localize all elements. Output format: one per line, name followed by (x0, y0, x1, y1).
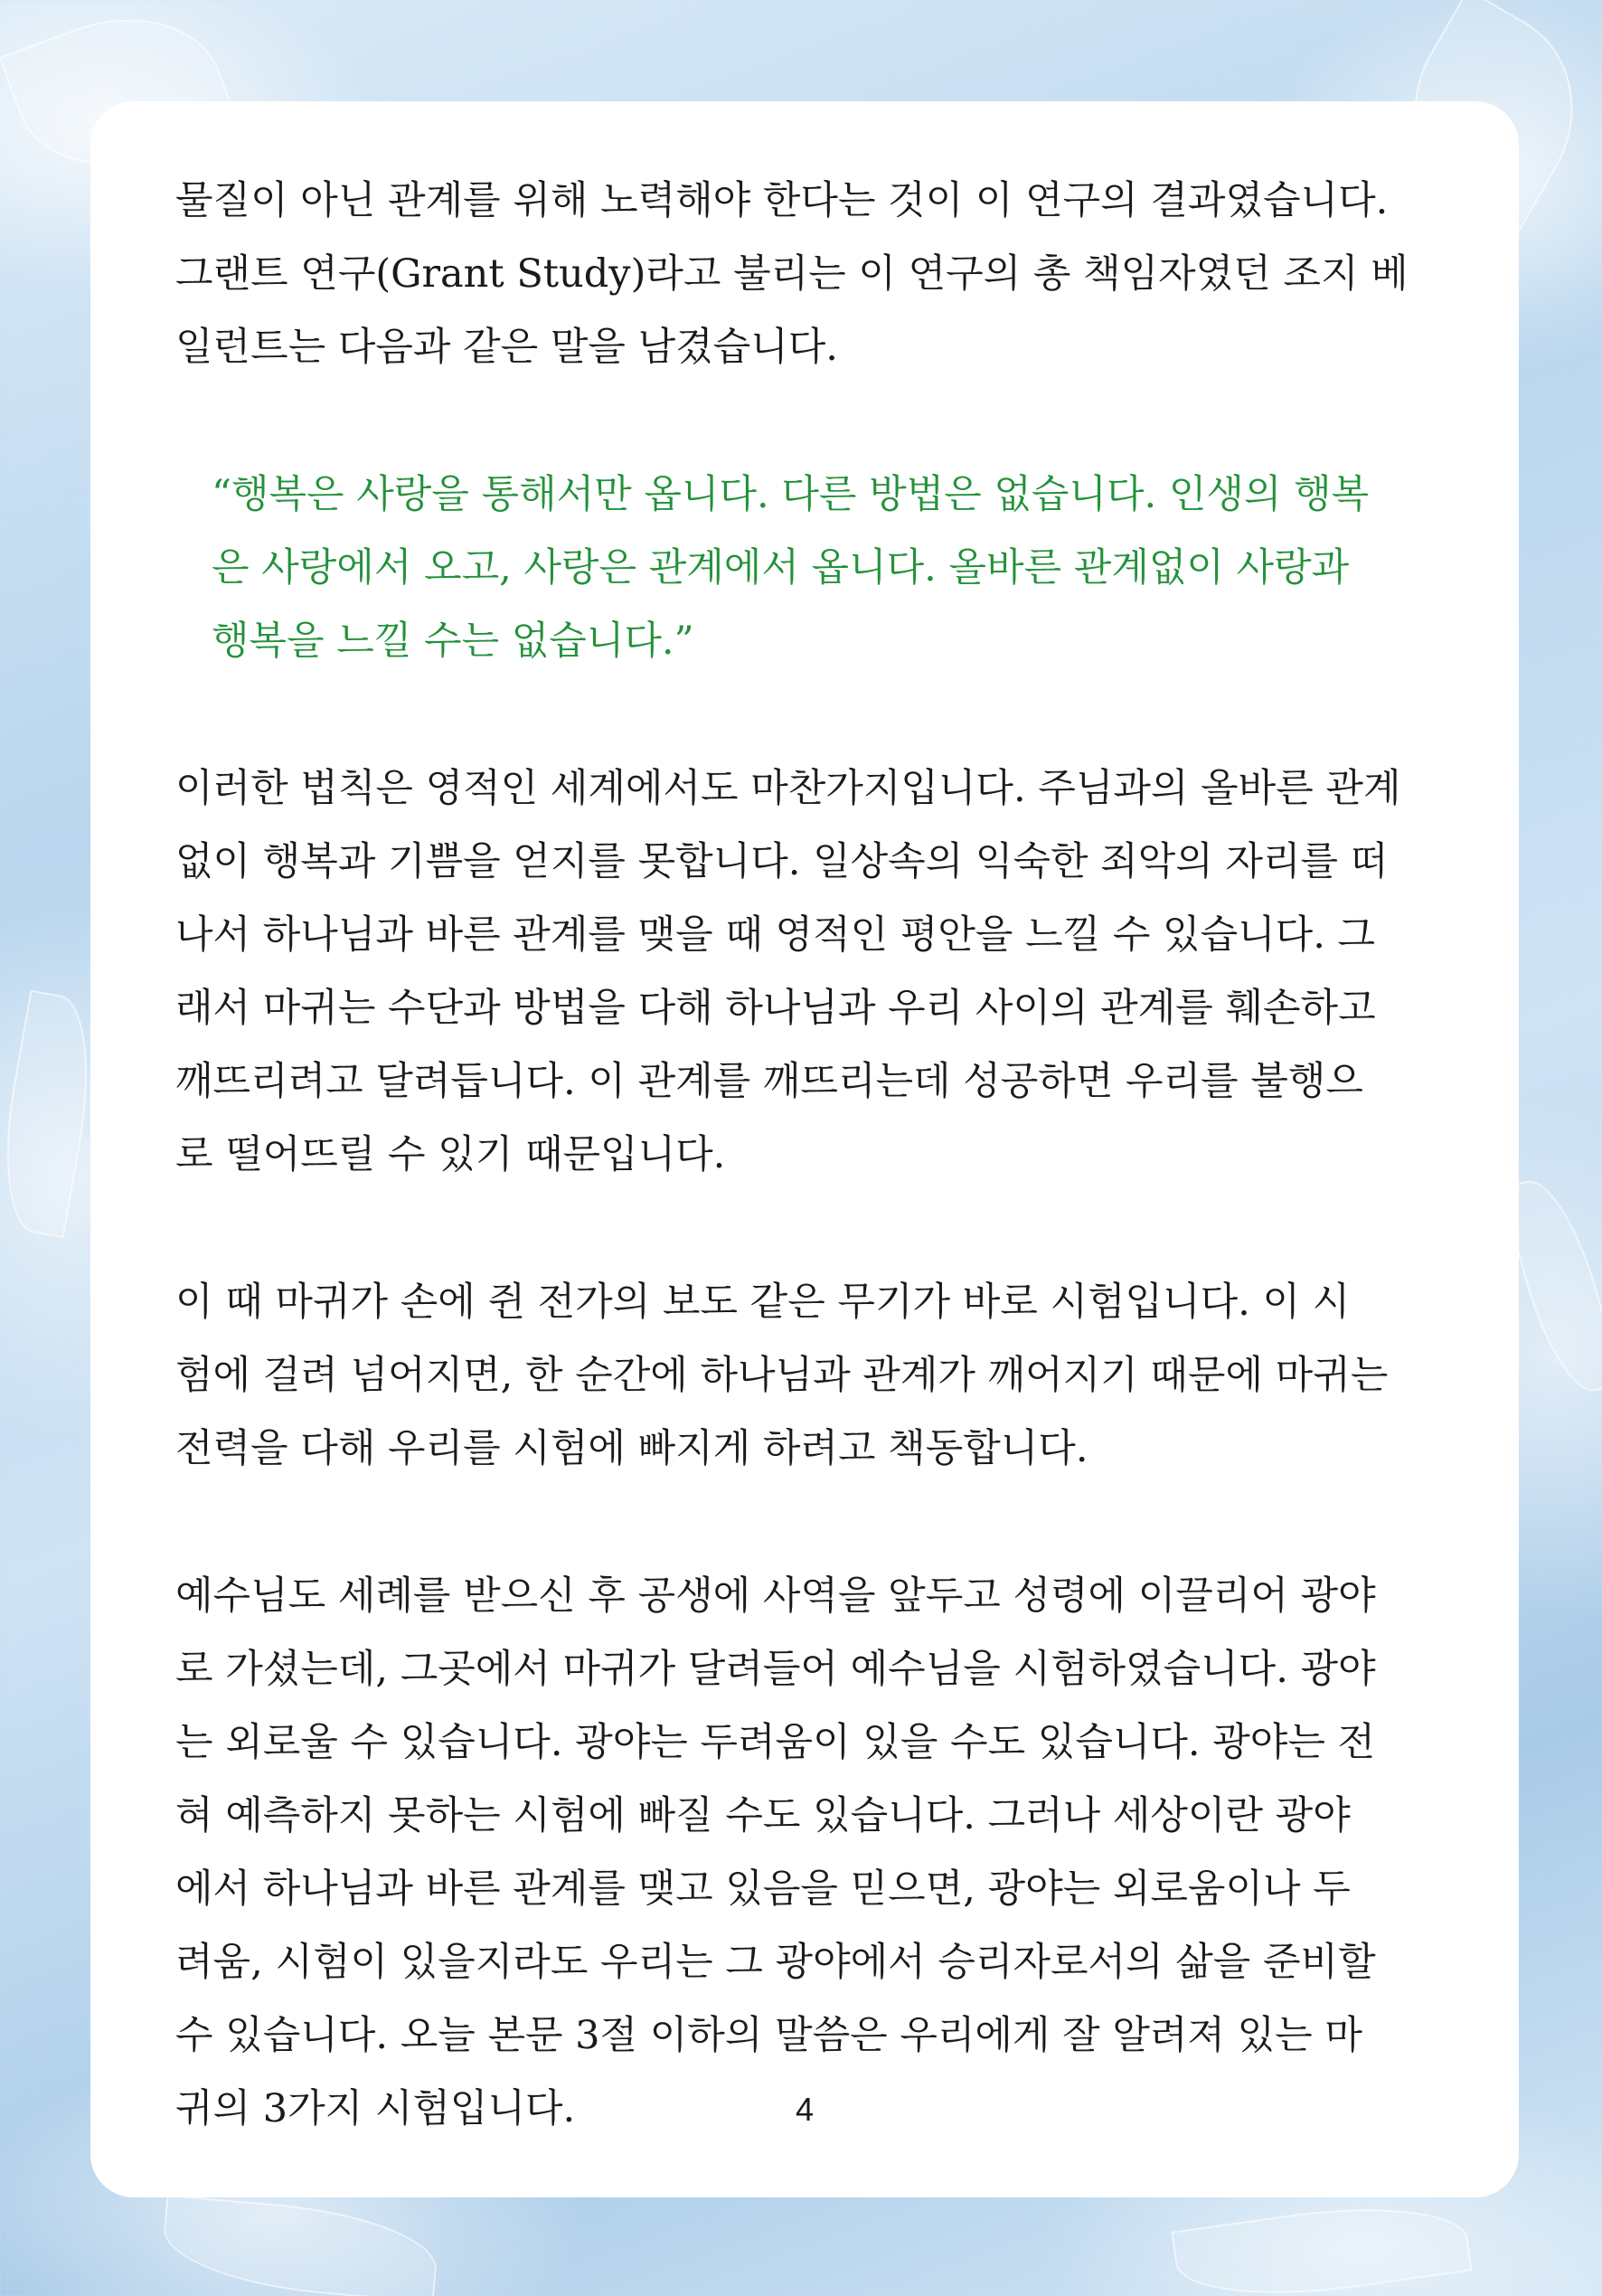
background-leaf (0, 990, 105, 1239)
page-card (90, 101, 1519, 2197)
page-number: 4 (795, 2091, 815, 2128)
quote-paragraph: “행복은 사랑을 통해서만 옵니다. 다른 방법은 없습니다. 인생의 행복 은 사랑에서 오고, 사랑은 관계에서 옵니다. 올바른 관계없이 사랑과 행복을 느낄 수는 없습니다.” (212, 472, 1370, 664)
body-text (175, 165, 1441, 2146)
background-leaf (1171, 2191, 1472, 2296)
paragraph-spacer (175, 678, 1441, 752)
paragraph-wilderness: 예수님도 세례를 받으신 후 공생에 사역을 앞두고 성령에 이끌리어 광야 로 가셨는데, 그곳에서 마귀가 달려들어 예수님을 시험하였습니다. 광야 는 외로울 수 있습니다. 광야는 두려움이 있을 수도 있습니다. 광야는 전 혀 예측하지 못하는 시험에 빠질 수도 있습니다. 그러나 세상이란 광야 에서 하나님과 바른 관계를 맺고 있음을 믿으면, 광야는 외로움이나 두 려움, 시험이 있을지라도 우리는 그 광야에서 승리자로서의 삶을 준비할 수 있습니다. 오늘 본문 3절 이하의 말씀은 우리에게 잘 알려져 있는 마 귀의 3가지 시험입니다. (175, 1573, 1376, 2131)
paragraph-spacer (175, 384, 1441, 458)
paragraph-spacer (175, 1486, 1441, 1560)
paragraph-spiritual-world: 이러한 법칙은 영적인 세계에서도 마찬가지입니다. 주님과의 올바른 관계 없이 행복과 기쁨을 얻지를 못합니다. 일상속의 익숙한 죄악의 자리를 떠 나서 하나님과 바른 관계를 맺을 때 영적인 평안을 느낄 수 있습니다. 그 래서 마귀는 수단과 방법을 다해 하나님과 우리 사이의 관계를 훼손하고 깨뜨리려고 달려듭니다. 이 관계를 깨뜨리는데 성공하면 우리를 불행으 로 떨어뜨릴 수 있기 때문입니다. (175, 766, 1401, 1177)
paragraph-spacer (175, 1192, 1441, 1266)
background-leaf (159, 2195, 440, 2296)
paragraph-temptation: 이 때 마귀가 손에 쥔 전가의 보도 같은 무기가 바로 시험입니다. 이 시 험에 걸려 넘어지면, 한 순간에 하나님과 관계가 깨어지기 때문에 마귀는 전력을 다해 우리를 시험에 빠지게 하려고 책동합니다. (175, 1280, 1389, 1471)
paragraph-intro: 물질이 아닌 관계를 위해 노력해야 한다는 것이 이 연구의 결과였습니다. 그랜트 연구(Grant Study)라고 불리는 이 연구의 총 책임자였던 조지 베 일런트는 다음과 같은 말을 남겼습니다. (175, 178, 1409, 370)
